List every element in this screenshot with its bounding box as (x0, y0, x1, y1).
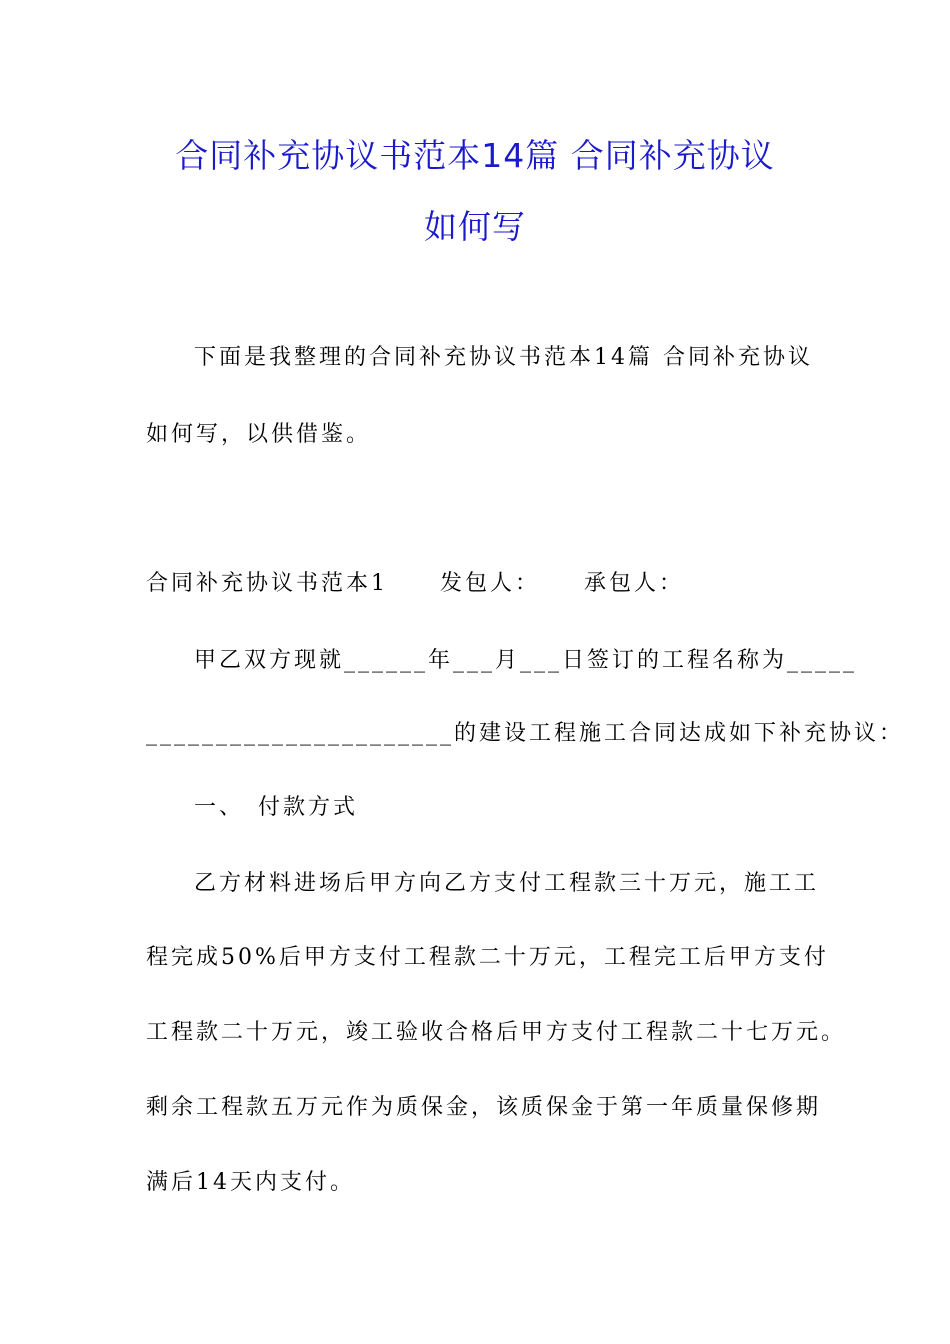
item-number: 一、 (194, 795, 245, 820)
section-heading: 合同补充协议书范本1 (146, 571, 388, 596)
section-heading-row (146, 569, 684, 599)
party-b-label: 承包人： (584, 571, 685, 596)
body-line-1: 甲乙双方现就______年___月___日签订的工程名称为_____ (194, 648, 858, 673)
paragraph-line-4: 剩余工程款五万元作为质保金，该质保金于第一年质量保修期 (146, 1095, 822, 1120)
item-heading-row (194, 793, 358, 823)
intro-line-1: 下面是我整理的合同补充协议书范本14篇 合同补充协议 (194, 345, 813, 370)
document-title-line-1: 合同补充协议书范本14篇 合同补充协议 (175, 136, 775, 175)
document-title-line-2: 如何写 (424, 207, 526, 246)
party-a-label: 发包人： (440, 571, 541, 596)
paragraph-line-5: 满后14天内支付。 (146, 1170, 355, 1195)
body-line-2: ______________________的建设工程施工合同达成如下补充协议： (146, 721, 905, 746)
paragraph-line-2: 程完成50%后甲方支付工程款二十万元，工程完工后甲方支付 (146, 945, 829, 970)
item-title: 付款方式 (258, 795, 359, 820)
intro-line-2: 如何写，以供借鉴。 (146, 422, 372, 447)
paragraph-line-1: 乙方材料进场后甲方向乙方支付工程款三十万元，施工工 (194, 871, 820, 896)
paragraph-line-3: 工程款二十万元，竣工验收合格后甲方支付工程款二十七万元。 (146, 1020, 847, 1045)
